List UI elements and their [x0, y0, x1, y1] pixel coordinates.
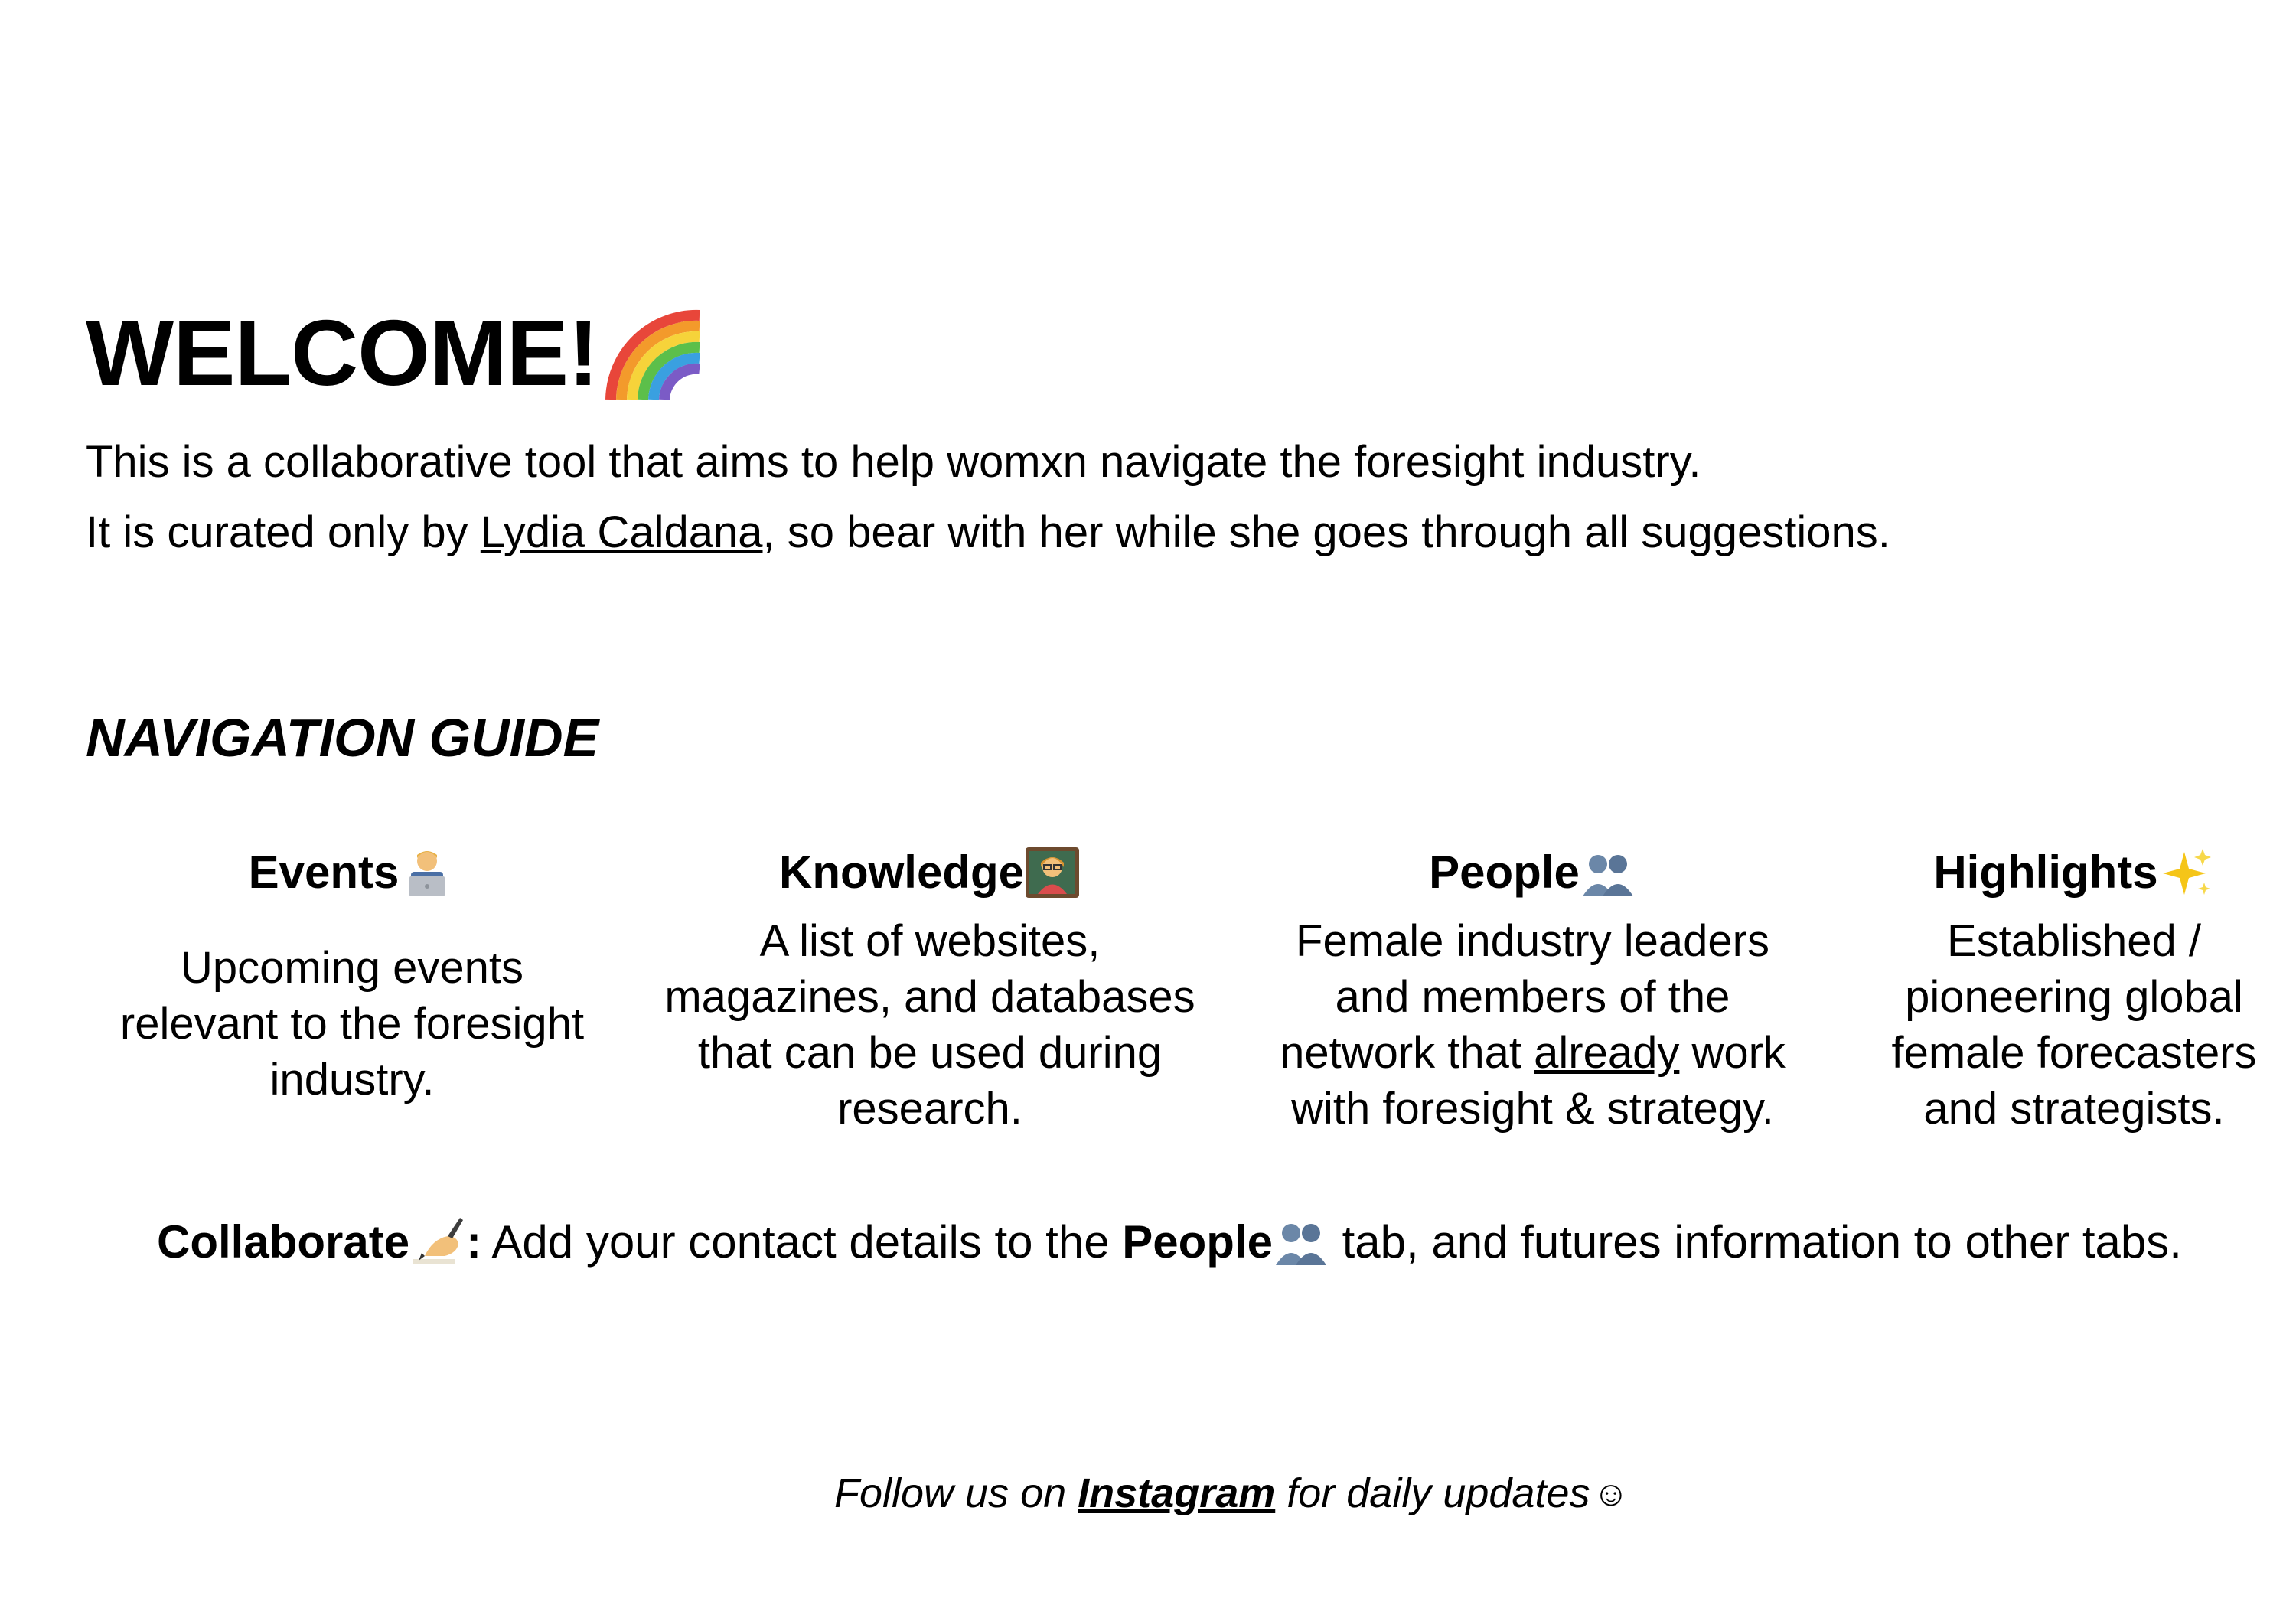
footer-prefix: Follow us on: [834, 1470, 1078, 1516]
collaborate-text-2: tab, and futures information to other tabs.: [1329, 1215, 2182, 1268]
highlights-title: Highlights: [1933, 847, 2158, 898]
events-line: Upcoming events: [180, 943, 524, 993]
events-line: industry.: [269, 1055, 435, 1104]
knowledge-line: magazines, and databases: [664, 972, 1195, 1022]
rainbow-icon: [603, 309, 707, 400]
people-line: and members of the: [1335, 972, 1730, 1022]
smiley-icon: ☺: [1593, 1473, 1629, 1513]
highlights-description: [1860, 913, 2288, 1137]
highlights-heading[interactable]: [1860, 842, 2288, 903]
intro-line-2-prefix: It is curated only by: [86, 507, 481, 557]
collaborate-label: Collaborate: [157, 1215, 410, 1268]
writing-hand-icon: [409, 1213, 466, 1270]
highlights-line: Established /: [1946, 916, 2202, 966]
people-silhouette-icon: [1273, 1213, 1329, 1270]
footer-suffix: for daily updates: [1275, 1470, 1590, 1516]
knowledge-line: research.: [837, 1084, 1022, 1134]
people-silhouette-icon: [1580, 844, 1636, 901]
sparkles-icon: [2158, 844, 2215, 901]
intro-line-2: [86, 507, 1890, 557]
people-line: [1255, 1025, 1810, 1081]
highlights-line: pioneering global: [1905, 972, 2243, 1022]
people-description: [1255, 913, 1810, 1137]
people-line: Female industry leaders: [1296, 916, 1769, 966]
highlights-line: female forecasters: [1891, 1028, 2257, 1078]
collaborate-line: [157, 1213, 2182, 1270]
collaborate-colon: :: [466, 1215, 482, 1268]
person-laptop-icon: [399, 844, 455, 901]
knowledge-title: Knowledge: [778, 847, 1024, 898]
intro-line-1: This is a collaborative tool that aims to help womxn navigate the foresight industry.: [86, 437, 1701, 487]
people-line3-prefix: network that: [1280, 1028, 1534, 1078]
events-description: [92, 940, 612, 1108]
curator-link[interactable]: Lydia Caldana: [480, 507, 763, 557]
knowledge-line: that can be used during: [697, 1028, 1163, 1078]
events-line: relevant to the foresight: [119, 999, 585, 1049]
people-heading[interactable]: [1255, 842, 1810, 903]
collaborate-people-label: People: [1122, 1215, 1273, 1268]
teacher-icon: [1024, 844, 1081, 901]
highlights-line: and strategists.: [1923, 1084, 2225, 1134]
events-heading[interactable]: [92, 842, 612, 903]
instagram-link[interactable]: Instagram: [1078, 1470, 1276, 1516]
people-title: People: [1429, 847, 1580, 898]
knowledge-description: [639, 913, 1221, 1137]
welcome-title: [86, 301, 707, 405]
already-link[interactable]: already: [1534, 1028, 1680, 1078]
people-line3-suffix: work: [1679, 1028, 1786, 1078]
footer-line: [834, 1470, 1629, 1517]
collaborate-text-1: Add your contact details to the: [481, 1215, 1123, 1268]
intro-line-2-suffix: , so bear with her while she goes through all suggestions.: [762, 507, 1890, 557]
welcome-title-text: WELCOME!: [86, 301, 598, 405]
people-line: with foresight & strategy.: [1291, 1084, 1774, 1134]
knowledge-line: A list of websites,: [759, 916, 1101, 966]
navigation-guide-title: NAVIGATION GUIDE: [86, 708, 599, 768]
knowledge-heading[interactable]: [639, 842, 1221, 903]
events-title: Events: [248, 847, 400, 898]
